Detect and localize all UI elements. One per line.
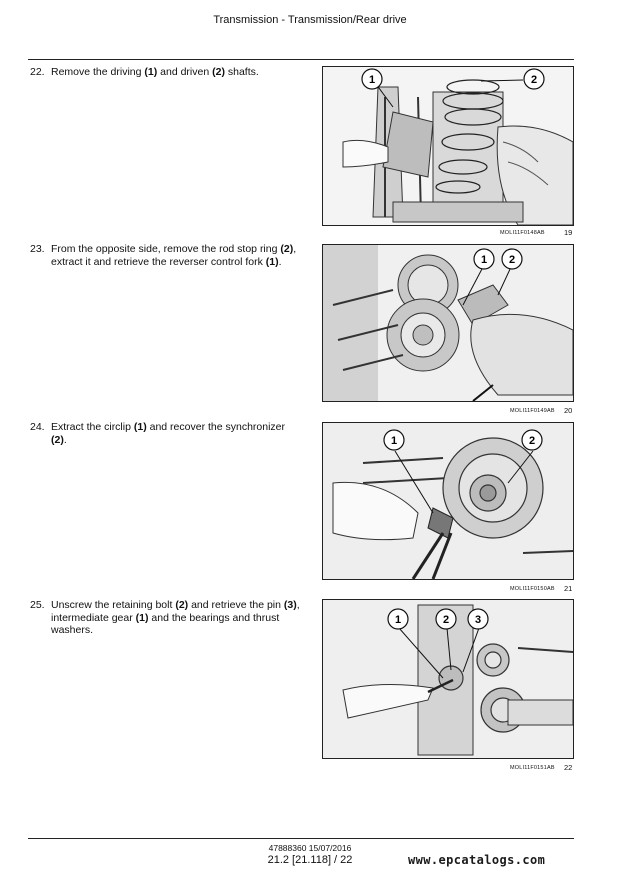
figure-number: 20 xyxy=(564,406,573,415)
figure-ref: MOLI11F0149AB xyxy=(510,408,555,414)
callout-label: 1 xyxy=(480,254,488,266)
callout-marker xyxy=(436,609,456,629)
step-number: 24. xyxy=(30,421,45,433)
step-23 xyxy=(30,243,302,268)
page-header-title: Transmission - Transmission/Rear drive xyxy=(213,14,407,26)
step-22 xyxy=(30,66,302,79)
figure-21-callouts xyxy=(322,422,574,580)
footer-page-number: 21.2 [21.118] / 22 xyxy=(267,854,353,866)
footer-rule xyxy=(28,838,574,839)
figure-ref: MOLI11F0148AB xyxy=(500,230,545,236)
callout-label: 2 xyxy=(508,254,516,266)
figure-number: 22 xyxy=(564,763,573,772)
callout-label: 2 xyxy=(530,74,538,86)
step-text: From the opposite side, remove the rod stop ring (2), extract it and retrieve the reverser control fork (1). xyxy=(51,243,297,268)
figure-20-callouts xyxy=(322,244,574,402)
callout-marker xyxy=(384,430,404,450)
step-number: 22. xyxy=(30,66,45,78)
callout-marker xyxy=(502,249,522,269)
step-number: 23. xyxy=(30,243,45,255)
callout-label: 1 xyxy=(394,614,402,626)
figure-number: 21 xyxy=(564,584,573,593)
watermark-url: www.epcatalogs.com xyxy=(408,853,546,867)
callout-marker xyxy=(468,609,488,629)
figure-ref: MOLI11F0151AB xyxy=(510,765,555,771)
figure-ref: MOLI11F0150AB xyxy=(510,586,555,592)
step-text: Unscrew the retaining bolt (2) and retrieve the pin (3), intermediate gear (1) and the bearings and thrust washers. xyxy=(51,599,300,636)
callout-label: 2 xyxy=(442,614,450,626)
callout-marker xyxy=(362,69,382,89)
callout-marker xyxy=(522,430,542,450)
step-25 xyxy=(30,599,302,637)
callout-label: 2 xyxy=(528,435,536,447)
callout-marker xyxy=(524,69,544,89)
footer-document-code: 47888360 15/07/2016 xyxy=(268,843,352,853)
step-text: Extract the circlip (1) and recover the synchronizer (2). xyxy=(51,421,286,446)
step-24 xyxy=(30,421,302,446)
figure-number: 19 xyxy=(564,228,573,237)
callout-label: 1 xyxy=(390,435,398,447)
callout-label: 1 xyxy=(368,74,376,86)
figure-19-callouts xyxy=(322,66,574,226)
callout-marker xyxy=(388,609,408,629)
callout-marker xyxy=(474,249,494,269)
step-text: Remove the driving (1) and driven (2) shafts. xyxy=(51,66,259,78)
callout-label: 3 xyxy=(474,614,482,626)
step-number: 25. xyxy=(30,599,45,611)
figure-22-callouts xyxy=(322,599,574,759)
header-rule xyxy=(28,59,574,60)
